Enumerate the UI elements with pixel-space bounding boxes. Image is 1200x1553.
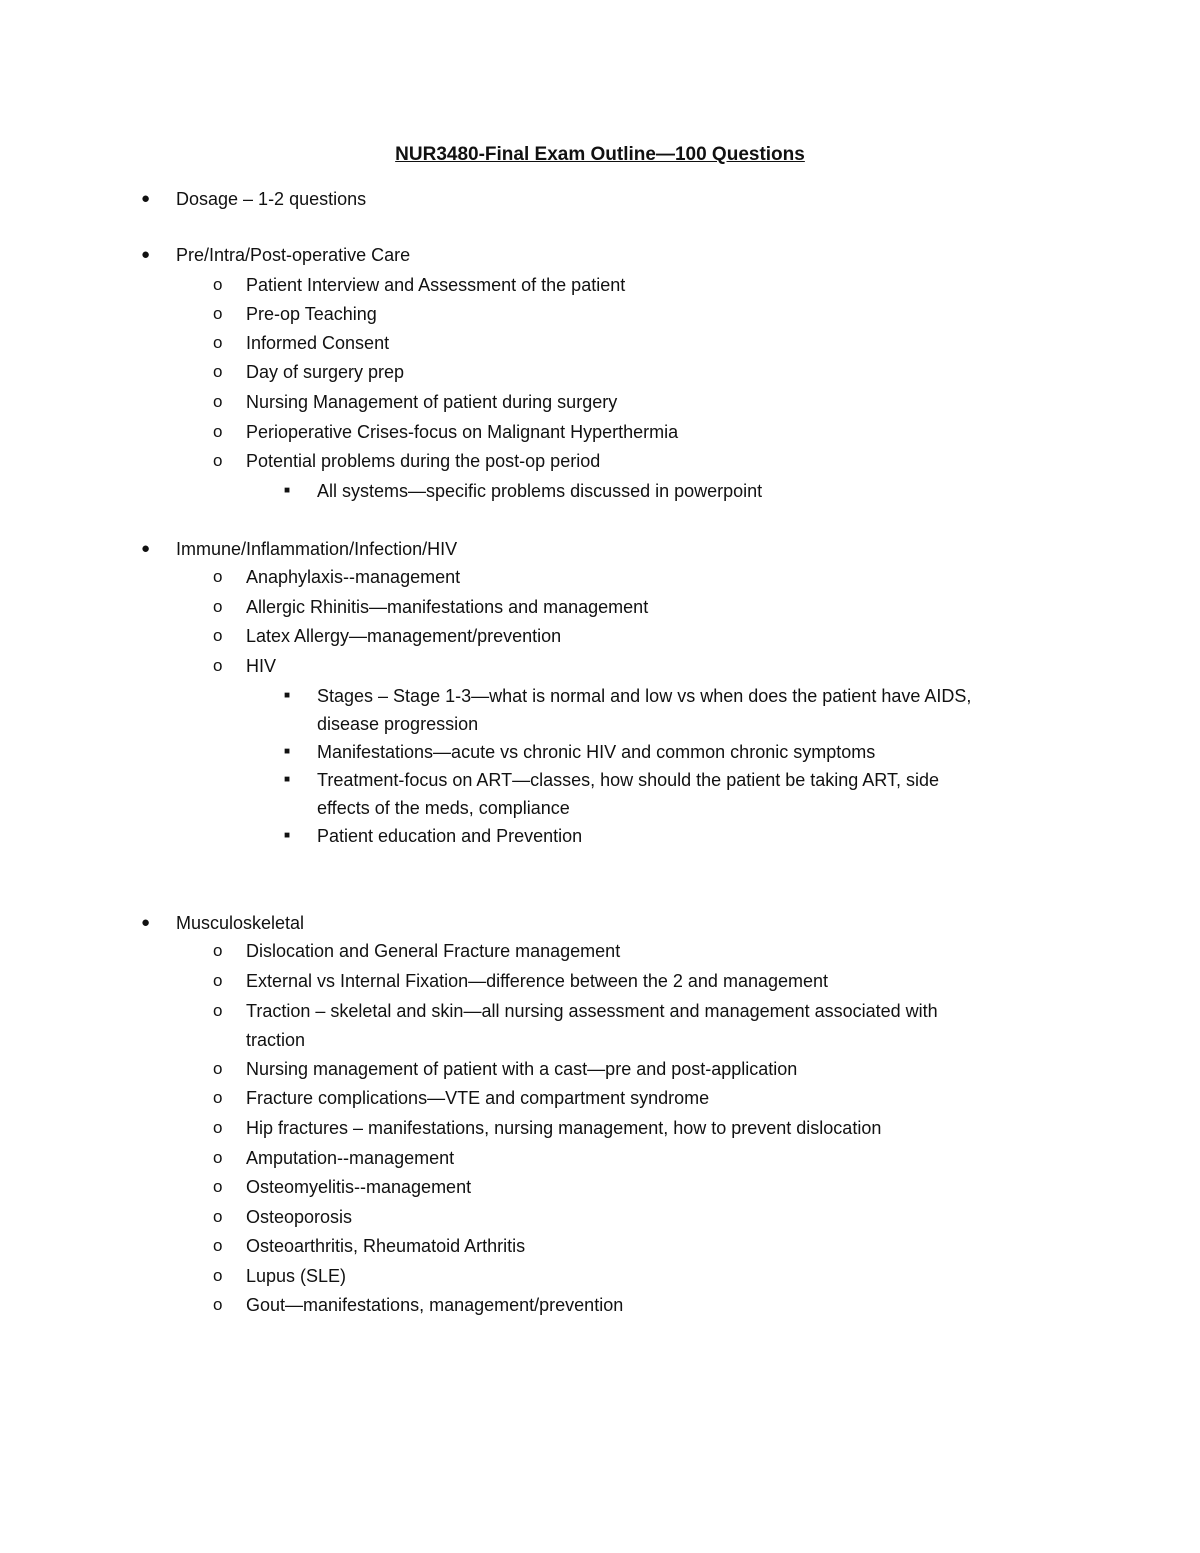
list-item: Lupus (SLE)	[246, 1266, 347, 1286]
sub-bullet-marker: o	[213, 333, 223, 352]
list-item: All systems—specific problems discussed in powerpoint	[317, 481, 763, 501]
sub-bullet-marker: o	[213, 1177, 223, 1196]
list-item: Osteoporosis	[246, 1207, 353, 1227]
list-item: HIV	[246, 656, 277, 676]
list-item: Dosage – 1-2 questions	[176, 189, 367, 209]
sub-bullet-marker: o	[213, 656, 223, 675]
sub-bullet-marker: o	[213, 1118, 223, 1137]
list-item: Dislocation and General Fracture management	[246, 941, 621, 961]
sub-bullet-marker: o	[213, 1001, 223, 1020]
sub-bullet-marker: o	[213, 597, 223, 616]
list-item: Manifestations—acute vs chronic HIV and common chronic symptoms	[317, 742, 876, 762]
list-item: Patient Interview and Assessment of the patient	[246, 275, 626, 295]
list-item: Informed Consent	[246, 333, 390, 353]
list-item: Patient education and Prevention	[317, 826, 583, 846]
list-item: Traction – skeletal and skin—all nursing assessment and management associated with	[246, 1001, 938, 1021]
sub-bullet-marker: o	[213, 1266, 223, 1285]
sub-bullet-marker: o	[213, 1295, 223, 1314]
list-item: Anaphylaxis--management	[246, 567, 461, 587]
list-item: Osteoarthritis, Rheumatoid Arthritis	[246, 1236, 526, 1256]
sub-bullet-marker: o	[213, 941, 223, 960]
sub-bullet-marker: o	[213, 1088, 223, 1107]
sub-bullet-marker: o	[213, 304, 223, 323]
list-item: Gout—manifestations, management/prevention	[246, 1295, 624, 1315]
sub-sub-bullet-marker: ■	[284, 746, 291, 757]
sub-sub-bullet-marker: ■	[284, 485, 291, 496]
list-item: External vs Internal Fixation—difference between the 2 and management	[246, 971, 829, 991]
sub-bullet-marker: o	[213, 422, 223, 441]
list-item: Allergic Rhinitis—manifestations and management	[246, 597, 649, 617]
sub-bullet-marker: o	[213, 1207, 223, 1226]
sub-bullet-marker: o	[213, 275, 223, 294]
sub-bullet-marker: o	[213, 626, 223, 645]
list-item: Stages – Stage 1-3—what is normal and low vs when does the patient have AIDS,	[317, 686, 972, 706]
list-item: Perioperative Crises-focus on Malignant Hyperthermia	[246, 422, 679, 442]
list-item-continuation: effects of the meds, compliance	[317, 798, 570, 818]
bullet-marker: ●	[141, 914, 151, 931]
list-item: Amputation--management	[246, 1148, 455, 1168]
sub-sub-bullet-marker: ■	[284, 830, 291, 841]
bullet-marker: ●	[141, 540, 151, 557]
list-item: Pre-op Teaching	[246, 304, 377, 324]
list-item: Hip fractures – manifestations, nursing management, how to prevent dislocation	[246, 1118, 882, 1138]
list-item: Immune/Inflammation/Infection/HIV	[176, 539, 458, 559]
list-item: Fracture complications—VTE and compartment syndrome	[246, 1088, 710, 1108]
sub-bullet-marker: o	[213, 1236, 223, 1255]
sub-bullet-marker: o	[213, 392, 223, 411]
bullet-marker: ●	[141, 246, 151, 263]
sub-bullet-marker: o	[213, 1148, 223, 1167]
sub-bullet-marker: o	[213, 362, 223, 381]
list-item: Nursing management of patient with a cast—pre and post-application	[246, 1059, 798, 1079]
sub-sub-bullet-marker: ■	[284, 774, 291, 785]
list-item: Nursing Management of patient during surgery	[246, 392, 618, 412]
list-item: Day of surgery prep	[246, 362, 405, 382]
list-item-continuation: disease progression	[317, 714, 479, 734]
sub-bullet-marker: o	[213, 567, 223, 586]
list-item: Potential problems during the post-op period	[246, 451, 601, 471]
list-item: Pre/Intra/Post-operative Care	[176, 245, 411, 265]
page-title: NUR3480-Final Exam Outline—100 Questions	[395, 144, 805, 165]
list-item: Treatment-focus on ART—classes, how should the patient be taking ART, side	[317, 770, 940, 790]
sub-bullet-marker: o	[213, 1059, 223, 1078]
bullet-marker: ●	[141, 190, 151, 207]
sub-bullet-marker: o	[213, 451, 223, 470]
list-item: Latex Allergy—management/prevention	[246, 626, 562, 646]
list-item: Osteomyelitis--management	[246, 1177, 472, 1197]
list-item: Musculoskeletal	[176, 913, 305, 933]
sub-sub-bullet-marker: ■	[284, 690, 291, 701]
list-item-continuation: traction	[246, 1030, 306, 1050]
sub-bullet-marker: o	[213, 971, 223, 990]
